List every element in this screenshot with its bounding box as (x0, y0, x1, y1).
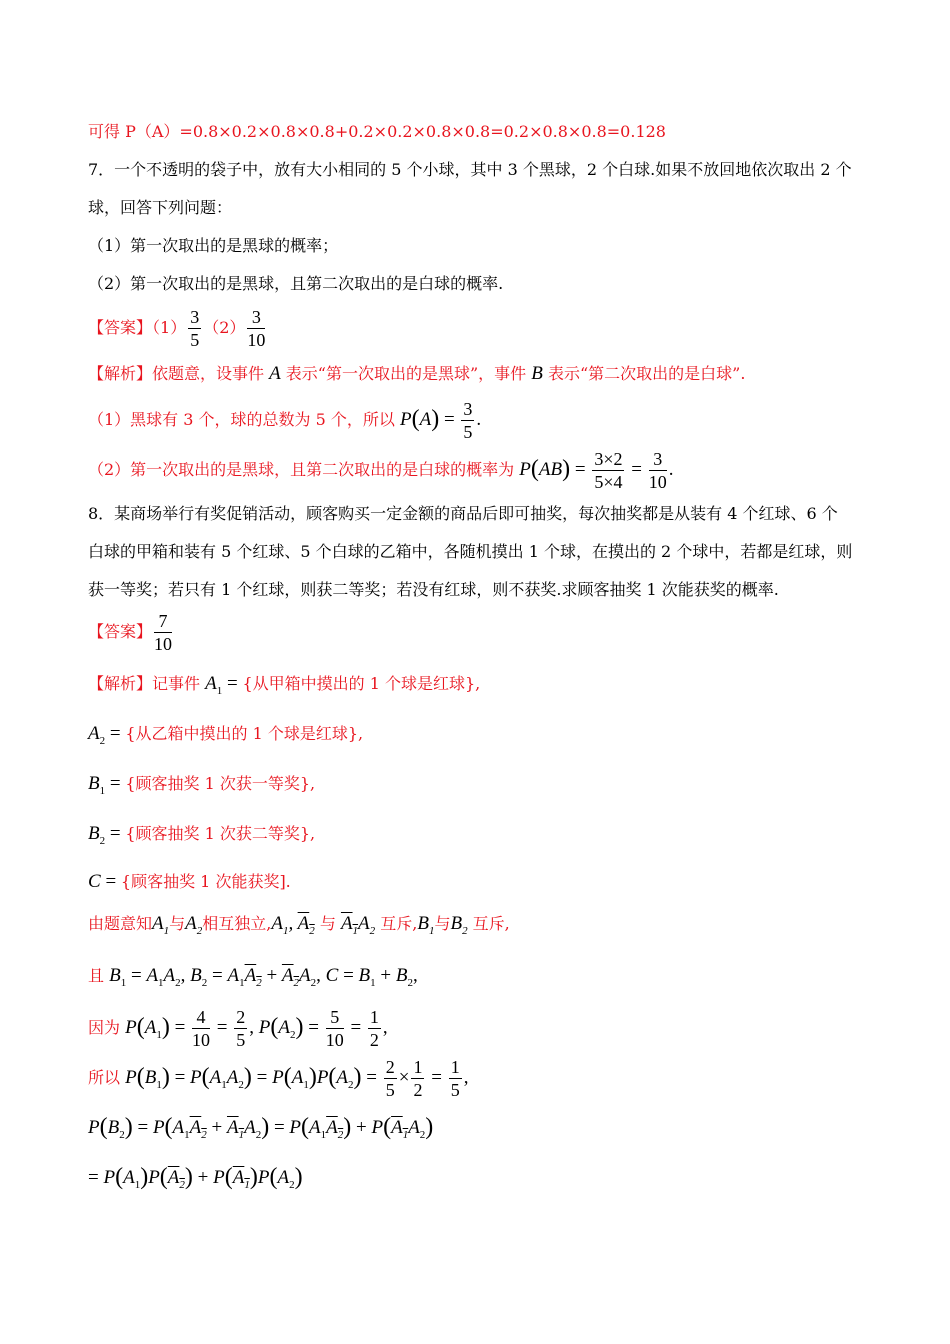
numerator: 3 (463, 399, 473, 419)
numerator: 7 (154, 610, 172, 633)
q8-answer (88, 610, 174, 655)
formula: $B_1$ = (88, 773, 126, 797)
q7-step1 (88, 398, 481, 443)
fraction (154, 610, 172, 655)
denominator: 10 (192, 1030, 211, 1050)
fraction (461, 398, 474, 443)
q7-stem-line2: 球，回答下列问题： (88, 198, 233, 217)
fraction (326, 1006, 344, 1051)
q8-because (88, 1006, 388, 1051)
analysis-tag: 【解析】 (88, 674, 153, 693)
denominator: 5 (236, 1030, 246, 1050)
formula: $B_2$ = (88, 823, 126, 847)
formula: C = (88, 871, 121, 892)
prev-answer-line: 可得 P（A）=0.8×0.2×0.8×0.8+0.2×0.2×0.8×0.8=0.2×0.8×0.8=0.128 (88, 122, 666, 141)
analysis-text: 因为 (88, 1017, 121, 1037)
q8-pb2-line2 (88, 1166, 303, 1195)
fraction (188, 306, 201, 351)
formula: $A_1A_2$ (340, 913, 376, 937)
analysis-text: 与 (434, 914, 451, 933)
analysis-text: 与 (169, 914, 186, 933)
fraction (649, 448, 667, 493)
q8-so (88, 1056, 468, 1101)
denominator: 10 (154, 634, 173, 654)
formula: $A_2$ (185, 913, 203, 937)
analysis-text: 所以 (88, 1067, 121, 1087)
formula: $P(B_2) = P(A_1A_2 + A_1A_2) = P(A_1A_2) + P(A_1A_2)$ (88, 1114, 434, 1141)
analysis-text: 且 (88, 966, 105, 985)
set-definition: {顾客抽奖 1 次获二等奖}, (125, 824, 316, 843)
denominator: 10 (247, 330, 266, 350)
denominator: 5 (385, 1080, 395, 1100)
fraction (368, 1006, 381, 1051)
q8-analysis-c (88, 872, 291, 892)
denominator: 5 (463, 422, 473, 442)
analysis-text: 互斥, (472, 914, 510, 933)
q8-analysis-a2 (88, 724, 363, 751)
analysis-text: 由题意知 (88, 914, 153, 933)
numerator: 1 (413, 1057, 423, 1077)
numerator: 1 (369, 1007, 379, 1027)
numerator: 2 (385, 1057, 395, 1077)
set-definition: {从甲箱中摸出的 1 个球是红球}, (242, 674, 481, 693)
event-b: B (531, 363, 543, 384)
formula: $P(A_1)$ = $\frac{4}{10}$ = $\frac{2}{5}$ , $P(A_2)$ = $\frac{5}{10}$ = $\frac{1}{2}$ , (125, 1007, 388, 1050)
q8-analysis-b1 (88, 774, 315, 801)
q8-relations (88, 966, 418, 993)
fraction (411, 1056, 424, 1101)
analysis-text: 依题意，设事件 (152, 364, 270, 383)
analysis-text: 互斥, (380, 914, 418, 933)
q7-stem-line1: 7．一个不透明的袋子中，放有大小相同的 5 个小球，其中 3 个黑球，2 个白球.如果不放回地依次取出 2 个 (88, 160, 852, 179)
q7-step2 (88, 448, 673, 493)
q8-stem-line1: 8．某商场举行有奖促销活动，顾客购买一定金额的商品后即可抽奖，每次抽奖都是从装有 4 个红球、6 个 (88, 504, 838, 523)
denominator: 5×4 (594, 472, 623, 492)
formula: $B_2$ (450, 913, 468, 937)
numerator: 3×2 (594, 449, 623, 469)
fraction (192, 1006, 210, 1051)
q7-part2: （2）第一次取出的是黑球，且第二次取出的是白球的概率. (88, 274, 504, 293)
q7-part1: （1）第一次取出的是黑球的概率； (88, 236, 339, 255)
formula: P(AB) = $\frac{3\times 2}{5\times 4}$ = $\frac{3}{10}$ . (519, 449, 674, 492)
formula: $A_2$ = (88, 723, 126, 747)
denominator: 2 (369, 1030, 379, 1050)
q8-stem-line3: 获一等奖；若只有 1 个红球，则获二等奖；若没有红球，则不获奖.求顾客抽奖 1 次能获奖的概率. (88, 580, 779, 599)
analysis-text: 与 (319, 914, 336, 933)
q8-analysis-a1 (88, 674, 480, 701)
numerator: 2 (236, 1007, 246, 1027)
q7-answer (88, 306, 267, 351)
step-text: （1）黑球有 3 个，球的总数为 5 个，所以 (88, 409, 395, 429)
fraction (592, 448, 624, 493)
q8-pb2-line1 (88, 1116, 433, 1145)
numerator: 3 (649, 448, 667, 471)
event-a: A (269, 363, 281, 384)
numerator: 5 (326, 1006, 344, 1029)
formula: $A_1$ (152, 913, 170, 937)
set-definition: {顾客抽奖 1 次能获奖]. (120, 872, 291, 891)
q8-stem-line2: 白球的甲箱和装有 5 个红球、5 个白球的乙箱中，各随机摸出 1 个球，在摸出的 2 个球中，若都是红球，则 (88, 542, 853, 561)
formula: $A_1$, $A_2$ (271, 913, 315, 937)
analysis-text: 相互独立, (202, 914, 272, 933)
numerator: 4 (192, 1006, 210, 1029)
formula: $P(B_1) = P(A_1A_2) = P(A_1)P(A_2)$ = $\frac{2}{5}$ × $\frac{1}{2}$ = $\frac{1}{5}$ , (125, 1057, 469, 1100)
formula: $B_1$ (417, 913, 435, 937)
analysis-text: 记事件 (152, 674, 201, 693)
set-definition: {从乙箱中摸出的 1 个球是红球}, (125, 724, 364, 743)
answer-tag: 【答案】 (88, 622, 153, 641)
answer-part1-label: （1） (152, 318, 187, 337)
denominator: 5 (450, 1080, 460, 1100)
formula: $A_1$ = (205, 673, 243, 697)
answer-part2-label: （2） (203, 318, 246, 337)
denominator: 10 (648, 472, 667, 492)
analysis-text: 表示“第一次取出的是黑球”，事件 (280, 364, 532, 383)
denominator: 10 (325, 1030, 344, 1050)
q8-analysis-b2 (88, 824, 315, 851)
formula: P(A) = $\frac{3}{5}$ . (399, 399, 482, 442)
step-text: （2）第一次取出的是黑球，且第二次取出的是白球的概率为 (88, 459, 515, 479)
numerator: 1 (450, 1057, 460, 1077)
analysis-tag: 【解析】 (88, 364, 153, 383)
numerator: 3 (190, 307, 200, 327)
fraction (234, 1006, 247, 1051)
formula: $B_1 = A_1A_2$, $B_2 = A_1A_2 + A_2A_2$, $C = B_1 + B_2$, (109, 965, 418, 989)
fraction (384, 1056, 397, 1101)
denominator: 2 (413, 1080, 423, 1100)
set-definition: {顾客抽奖 1 次获一等奖}, (125, 774, 316, 793)
q8-independence (88, 914, 510, 941)
numerator: 3 (247, 306, 265, 329)
analysis-text: 表示“第二次取出的是白球”. (542, 364, 746, 383)
denominator: 5 (190, 330, 200, 350)
q7-analysis-line1 (88, 364, 745, 384)
answer-tag: 【答案】 (88, 318, 153, 337)
fraction (247, 306, 265, 351)
formula: = $P(A_1)P(A_2) + P(A_1)P(A_2)$ (88, 1164, 303, 1191)
fraction (449, 1056, 462, 1101)
